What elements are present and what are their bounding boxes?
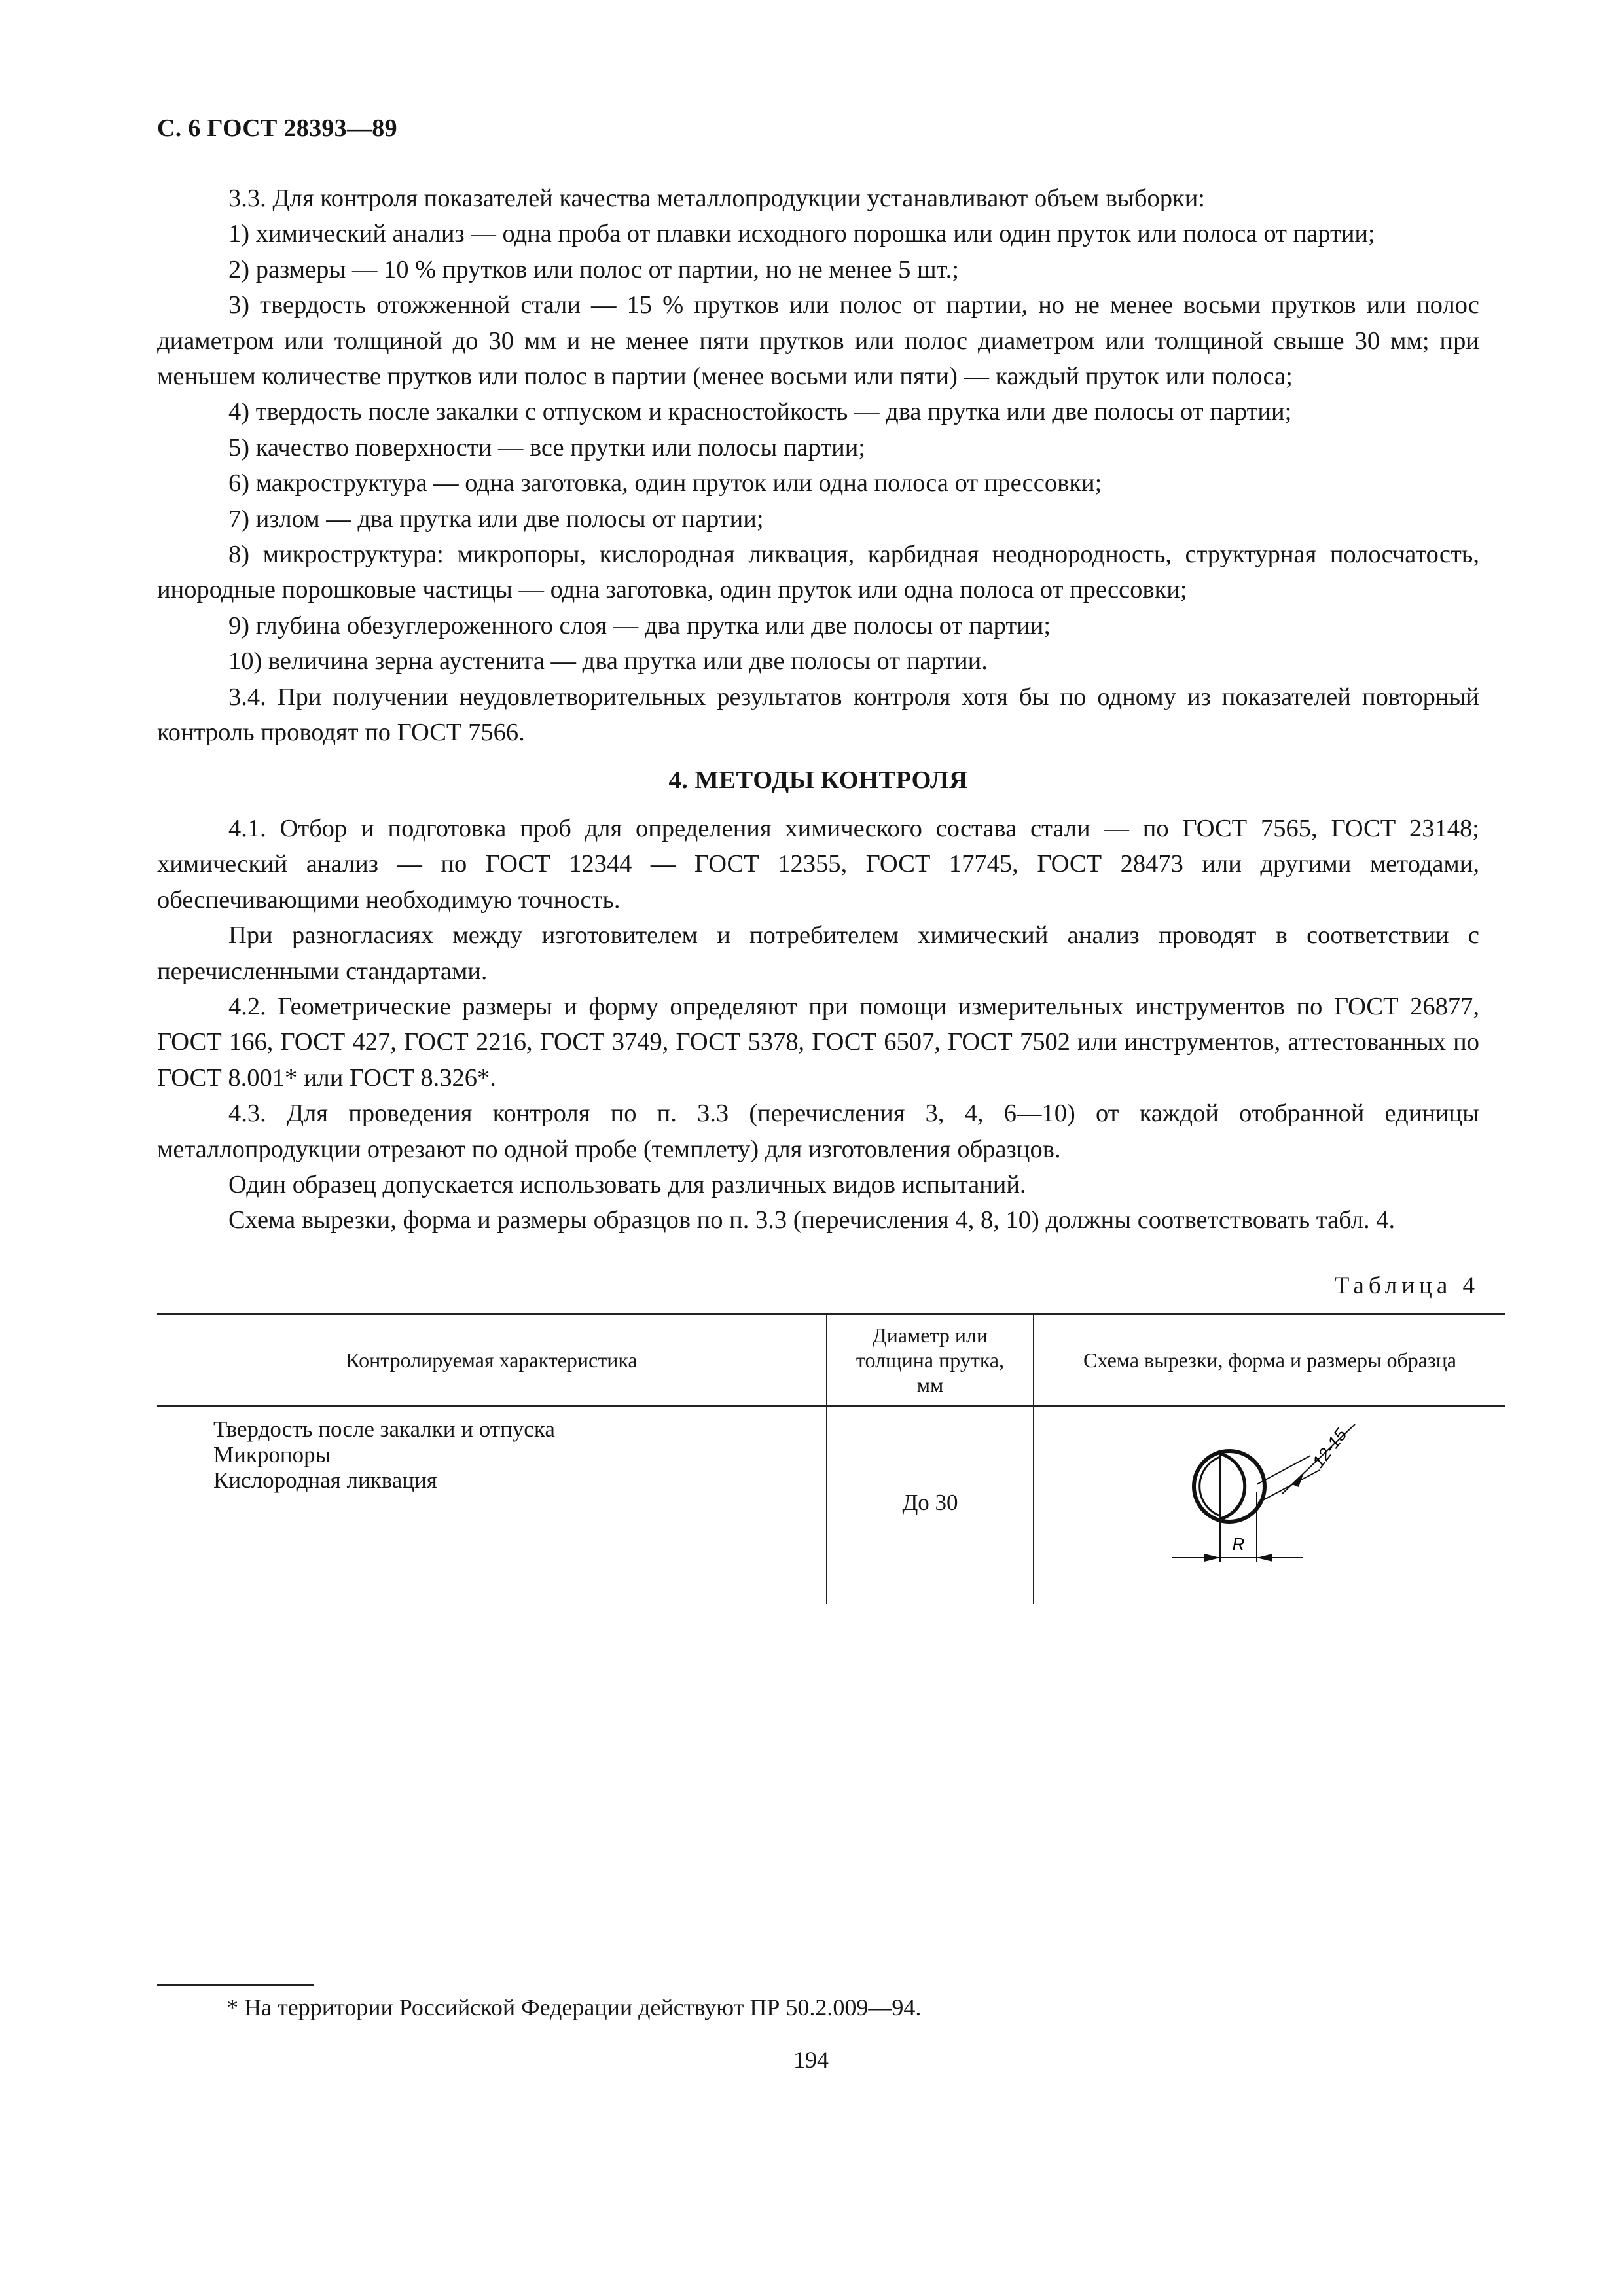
list-item: 7) излом — два прутка или две полосы от партии; — [228, 505, 764, 533]
specimen-cutting-diagram — [1159, 1419, 1381, 1583]
paragraph-4-3: 4.3. Для проведения контроля по п. 3.3 (перечисления 3, 4, 6—10) от каждой отобранной единицы металлопродукции отрезают по одной пробе (темплету) для изготовления образцов. — [157, 1100, 1479, 1163]
footnote-separator — [157, 1984, 314, 1986]
table-row — [157, 1407, 1505, 1604]
document-body — [157, 181, 1479, 1604]
list-item: 8) микроструктура: микропоры, кислородная ликвация, карбидная неоднородность, структурная полосчатость, инородные порошковые частицы — одна заготовка, один пруток или одна полоса от прессовки; — [157, 541, 1479, 604]
header-diameter-line: толщина прутка, — [856, 1348, 1005, 1372]
paragraph: Схема вырезки, форма и размеры образцов по п. 3.3 (перечисления 4, 8, 10) должны соответствовать табл. 4. — [228, 1206, 1396, 1234]
paragraph-3-3: 3.3. Для контроля показателей качества металлопродукции устанавливают объем выборки: — [228, 185, 1205, 212]
radius-label: R — [1232, 1534, 1245, 1554]
characteristic-cell — [157, 1407, 827, 1604]
table-caption: Таблица 4 — [1334, 1272, 1479, 1299]
header-diameter-line: Диаметр или — [872, 1323, 988, 1348]
characteristic-item: Кислородная ликвация — [213, 1467, 437, 1494]
header-diameter — [827, 1314, 1034, 1407]
header-diameter-unit: мм — [916, 1373, 944, 1397]
specimen-contour — [1220, 1454, 1245, 1519]
scheme-cell — [1034, 1407, 1505, 1604]
table-header-row — [157, 1314, 1505, 1407]
thickness-extension-line — [1257, 1456, 1310, 1484]
arrow-head — [1257, 1554, 1272, 1562]
thickness-label: 12-15 — [1308, 1425, 1351, 1472]
list-item: 1) химический анализ — одна проба от плавки исходного порошка или один пруток или полоса от партии; — [228, 220, 1375, 248]
thickness-extension-line — [1258, 1470, 1320, 1503]
diameter-cell: До 30 — [827, 1407, 1034, 1604]
list-item: 6) макроструктура — одна заготовка, один пруток или одна полоса от прессовки; — [228, 469, 1102, 497]
arrow-head — [1204, 1554, 1220, 1562]
header-characteristic: Контролируемая характеристика — [157, 1314, 827, 1407]
list-item: 3) твердость отожженной стали — 15 % прутков или полос от партии, но не менее восьми прутков или полос диаметром или толщиной до 30 мм и не менее пяти прутков или полос диаметром или толщиной свыше 30 мм; при меньшем количестве прутков или полос в партии (менее восьми или пяти) — каждый пруток или полоса; — [157, 291, 1479, 391]
section-title: 4. МЕТОДЫ КОНТРОЛЯ — [668, 766, 968, 794]
table-4 — [157, 1313, 1505, 1604]
paragraph: При разногласиях между изготовителем и потребителем химический анализ проводят в соответствии с перечисленными стандартами. — [157, 922, 1479, 985]
list-item: 9) глубина обезуглероженного слоя — два прутка или две полосы от партии; — [228, 611, 1051, 639]
list-item: 10) величина зерна аустенита — два прутка или две полосы от партии. — [228, 647, 988, 675]
list-item: 5) качество поверхности — все прутки или полосы партии; — [228, 433, 866, 461]
page-header: С. 6 ГОСТ 28393—89 — [157, 115, 397, 142]
header-scheme: Схема вырезки, форма и размеры образца — [1034, 1314, 1505, 1407]
characteristic-item: Микропоры — [213, 1442, 331, 1468]
bar-section-circle — [1194, 1451, 1265, 1522]
characteristic-item: Твердость после закалки и отпуска — [213, 1416, 555, 1443]
paragraph-4-1: 4.1. Отбор и подготовка проб для определения химического состава стали — по ГОСТ 7565, ГОСТ 23148; химический анализ — по ГОСТ 12344 — ГОСТ 12355, ГОСТ 17745, ГОСТ 28473 или другими методами, обеспечивающими необходимую точность. — [157, 814, 1479, 914]
list-item: 2) размеры — 10 % прутков или полос от партии, но не менее 5 шт.; — [228, 255, 959, 283]
paragraph: Один образец допускается использовать для различных видов испытаний. — [228, 1170, 1026, 1198]
page-number: 194 — [793, 2047, 829, 2073]
footnote: * На территории Российской Федерации действуют ПР 50.2.009—94. — [226, 1994, 922, 2020]
paragraph-4-2: 4.2. Геометрические размеры и форму определяют при помощи измерительных инструментов по ГОСТ 26877, ГОСТ 166, ГОСТ 427, ГОСТ 2216, ГОСТ 3749, ГОСТ 5378, ГОСТ 6507, ГОСТ 7502 или инструментов, аттестованных по ГОСТ 8.001* или ГОСТ 8.326*. — [157, 992, 1479, 1092]
list-item: 4) твердость после закалки с отпуском и красностойкость — два прутка или две полосы от партии; — [228, 398, 1292, 426]
paragraph-3-4: 3.4. При получении неудовлетворительных результатов контроля хотя бы по одному из показателей повторный контроль проводят по ГОСТ 7566. — [157, 683, 1479, 747]
